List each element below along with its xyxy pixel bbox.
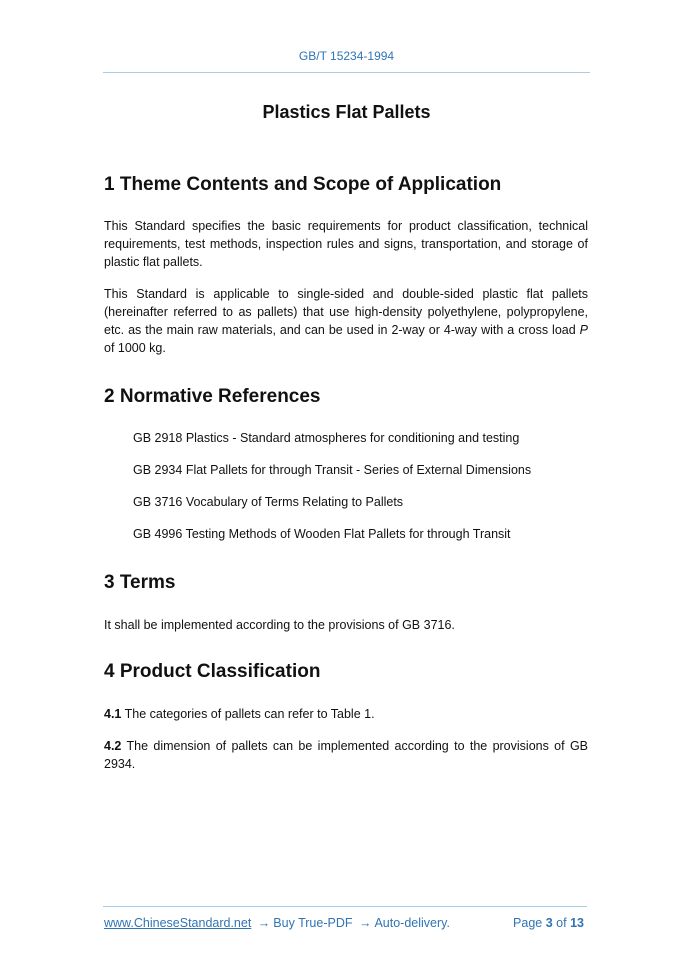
reference-item: GB 2934 Flat Pallets for through Transit - Series of External Dimensions <box>133 463 532 477</box>
page-current: 3 <box>545 916 553 930</box>
of-label: of <box>556 916 567 930</box>
clause-number: 4.1 <box>104 707 122 721</box>
clause-text: The categories of pallets can refer to Table 1. <box>124 707 375 721</box>
load-value: of 1000 kg. <box>104 341 166 355</box>
load-symbol: P <box>579 323 588 337</box>
website-link[interactable]: www.ChineseStandard.net <box>104 916 252 930</box>
auto-delivery-text: Auto-delivery. <box>374 916 450 930</box>
section-2-heading: 2 Normative References <box>104 386 321 407</box>
buy-pdf-text: Buy True-PDF <box>273 916 353 930</box>
section-3-paragraph: It shall be implemented according to the provisions of GB 3716. <box>104 618 455 632</box>
section-1-paragraph-2-text: This Standard is applicable to single-sided and double-sided plastic flat pallets (hereinafter referred to as pallets) that use high-density polyethylene, polypropylene, etc. as the main raw materials, and can be used in 2-way or 4-way with a cross load <box>104 287 588 337</box>
page-indicator <box>513 916 584 930</box>
header-standard-code: GB/T 15234-1994 <box>298 49 395 63</box>
section-1-paragraph-1: This Standard specifies the basic requirements for product classification, technical requirements, test methods, inspection rules and signs, transportation, and storage of plastic flat pallets. <box>104 219 588 269</box>
section-4-heading: 4 Product Classification <box>104 661 321 682</box>
section-3-heading: 3 Terms <box>104 572 176 593</box>
document-title: Plastics Flat Pallets <box>262 102 431 122</box>
arrow-right-icon: → <box>358 916 372 930</box>
footer <box>104 916 584 930</box>
clause-4-2 <box>104 737 588 773</box>
clause-number: 4.2 <box>104 739 122 753</box>
section-1-paragraph-2 <box>104 285 588 357</box>
header-divider <box>103 72 590 73</box>
reference-item: GB 4996 Testing Methods of Wooden Flat Pallets for through Transit <box>133 527 511 541</box>
reference-item: GB 3716 Vocabulary of Terms Relating to Pallets <box>133 495 404 509</box>
page-total: 13 <box>570 916 584 930</box>
footer-divider <box>103 906 587 907</box>
clause-text: The dimension of pallets can be implemented according to the provisions of GB 2934. <box>104 739 589 771</box>
arrow-right-icon: → <box>257 916 271 930</box>
reference-item: GB 2918 Plastics - Standard atmospheres for conditioning and testing <box>133 431 520 445</box>
page-label: Page <box>513 916 543 930</box>
clause-4-1 <box>104 705 588 723</box>
section-1-heading: 1 Theme Contents and Scope of Application <box>104 174 502 195</box>
